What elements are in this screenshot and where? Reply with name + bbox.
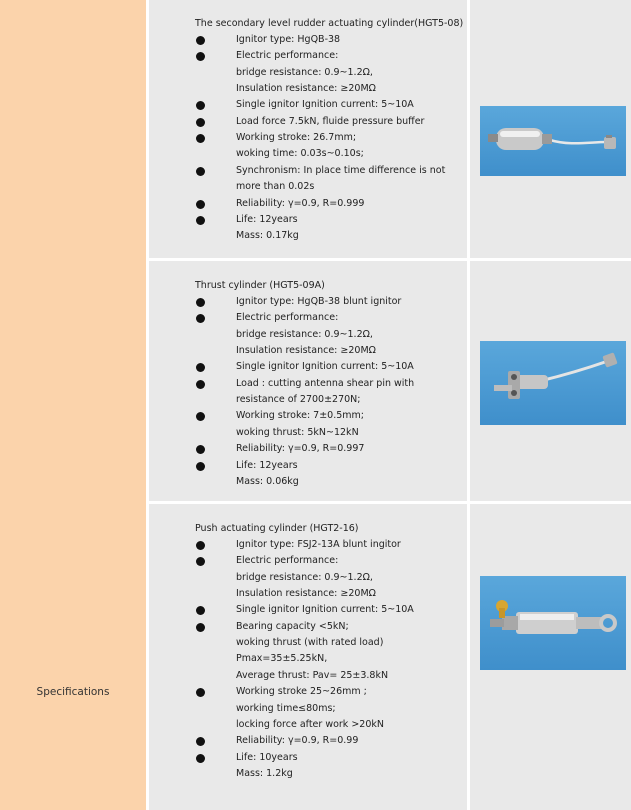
bullet-icon [196, 557, 205, 566]
product-title: Thrust cylinder (HGT5-09A) [195, 280, 325, 291]
bullet-icon [196, 134, 205, 143]
product-spec-cell [149, 0, 467, 258]
product-image-cell [470, 0, 631, 258]
product-image-cell [470, 261, 631, 501]
spec-line: Ignitor type: HgQB-38 blunt ignitor [236, 296, 402, 307]
spec-line: Insulation resistance: ≥20MΩ [236, 83, 376, 95]
spec-line: Single ignitor Ignition current: 5~10A [236, 361, 414, 373]
bullet-icon [196, 52, 205, 61]
spec-line: woking thrust (with rated load) [236, 637, 384, 649]
bullet-icon [196, 118, 205, 127]
product-photo-push-cylinder [480, 576, 626, 670]
spec-line: Ignitor type: FSJ2-13A blunt ingitor [236, 539, 401, 550]
spec-line: Load force 7.5kN, fluide pressure buffer [236, 115, 425, 127]
product-row-hgt5-08 [149, 0, 631, 258]
spec-line: Average thrust: Pav= 25±3.8kN [236, 669, 389, 681]
spec-line: bridge resistance: 0.9~1.2Ω, [236, 571, 373, 583]
product-image-cell [470, 504, 631, 810]
spec-line: Synchronism: In place time difference is not [236, 164, 446, 176]
spec-line: Ignitor type: HgQB-38 [236, 34, 341, 45]
spec-line: Reliability: γ=0.9, R=0.997 [236, 443, 365, 455]
spec-line: woking thrust: 5kN~12kN [236, 426, 359, 438]
spec-line: Electric performance: [236, 555, 339, 567]
spec-line: resistance of 2700±270N; [236, 394, 361, 406]
bullet-icon [196, 445, 205, 454]
bullet-icon [196, 363, 205, 372]
bullet-icon [196, 688, 205, 697]
bullet-icon [196, 36, 205, 45]
spec-line: bridge resistance: 0.9~1.2Ω, [236, 328, 373, 340]
spec-line: Working stroke 25~26mm ; [236, 686, 367, 698]
bullet-icon [196, 462, 205, 471]
spec-line: Single ignitor Ignition current: 5~10A [236, 604, 414, 616]
product-spec-cell [149, 261, 467, 501]
bullet-icon [196, 101, 205, 110]
spec-line: Working stroke: 26.7mm; [236, 132, 357, 144]
bullet-icon [196, 737, 205, 746]
spec-line: Reliability: γ=0.9, R=0.999 [236, 197, 365, 209]
product-photo-rudder-cylinder [480, 106, 626, 176]
product-row-hgt2-16 [149, 504, 631, 810]
spec-line: Life: 10years [236, 751, 298, 763]
product-title: Push actuating cylinder (HGT2-16) [195, 523, 359, 534]
spec-line: working time≤80ms; [236, 702, 336, 714]
bullet-icon [196, 314, 205, 323]
spec-line: Pmax=35±5.25kN, [236, 653, 328, 665]
bullet-icon [196, 380, 205, 389]
bullet-icon [196, 412, 205, 421]
spec-line: Mass: 0.17kg [236, 230, 299, 242]
spec-label: Specifications [36, 686, 110, 698]
spec-line: Bearing capacity <5kN; [236, 620, 349, 632]
product-title: The secondary level rudder actuating cylinder(HGT5-08) [195, 18, 464, 29]
spec-label-cell [0, 0, 146, 810]
spec-line: Insulation resistance: ≥20MΩ [236, 345, 376, 357]
spec-line: locking force after work >20kN [236, 718, 384, 730]
spec-line: Electric performance: [236, 50, 339, 62]
spec-line: Single ignitor Ignition current: 5~10A [236, 99, 414, 111]
spec-line: Insulation resistance: ≥20MΩ [236, 588, 376, 600]
bullet-icon [196, 216, 205, 225]
bullet-icon [196, 167, 205, 176]
bullet-icon [196, 200, 205, 209]
bullet-icon [196, 623, 205, 632]
spec-line: Life: 12years [236, 459, 298, 471]
spec-line: Working stroke: 7±0.5mm; [236, 410, 364, 422]
spec-line: Electric performance: [236, 312, 339, 324]
spec-line: Reliability: γ=0.9, R=0.99 [236, 735, 359, 747]
spec-line: Mass: 1.2kg [236, 767, 293, 779]
product-spec-cell [149, 504, 467, 810]
bullet-icon [196, 298, 205, 307]
spec-line: bridge resistance: 0.9~1.2Ω, [236, 66, 373, 78]
product-row-hgt5-09a [149, 261, 631, 501]
spec-line: more than 0.02s [236, 181, 315, 193]
spec-line: Load : cutting antenna shear pin with [236, 377, 415, 389]
spec-line: Life: 12years [236, 213, 298, 225]
bullet-icon [196, 606, 205, 615]
spec-line: Mass: 0.06kg [236, 475, 299, 487]
bullet-icon [196, 541, 205, 550]
product-photo-thrust-cylinder [480, 341, 626, 425]
bullet-icon [196, 754, 205, 763]
spec-line: woking time: 0.03s~0.10s; [236, 148, 364, 160]
